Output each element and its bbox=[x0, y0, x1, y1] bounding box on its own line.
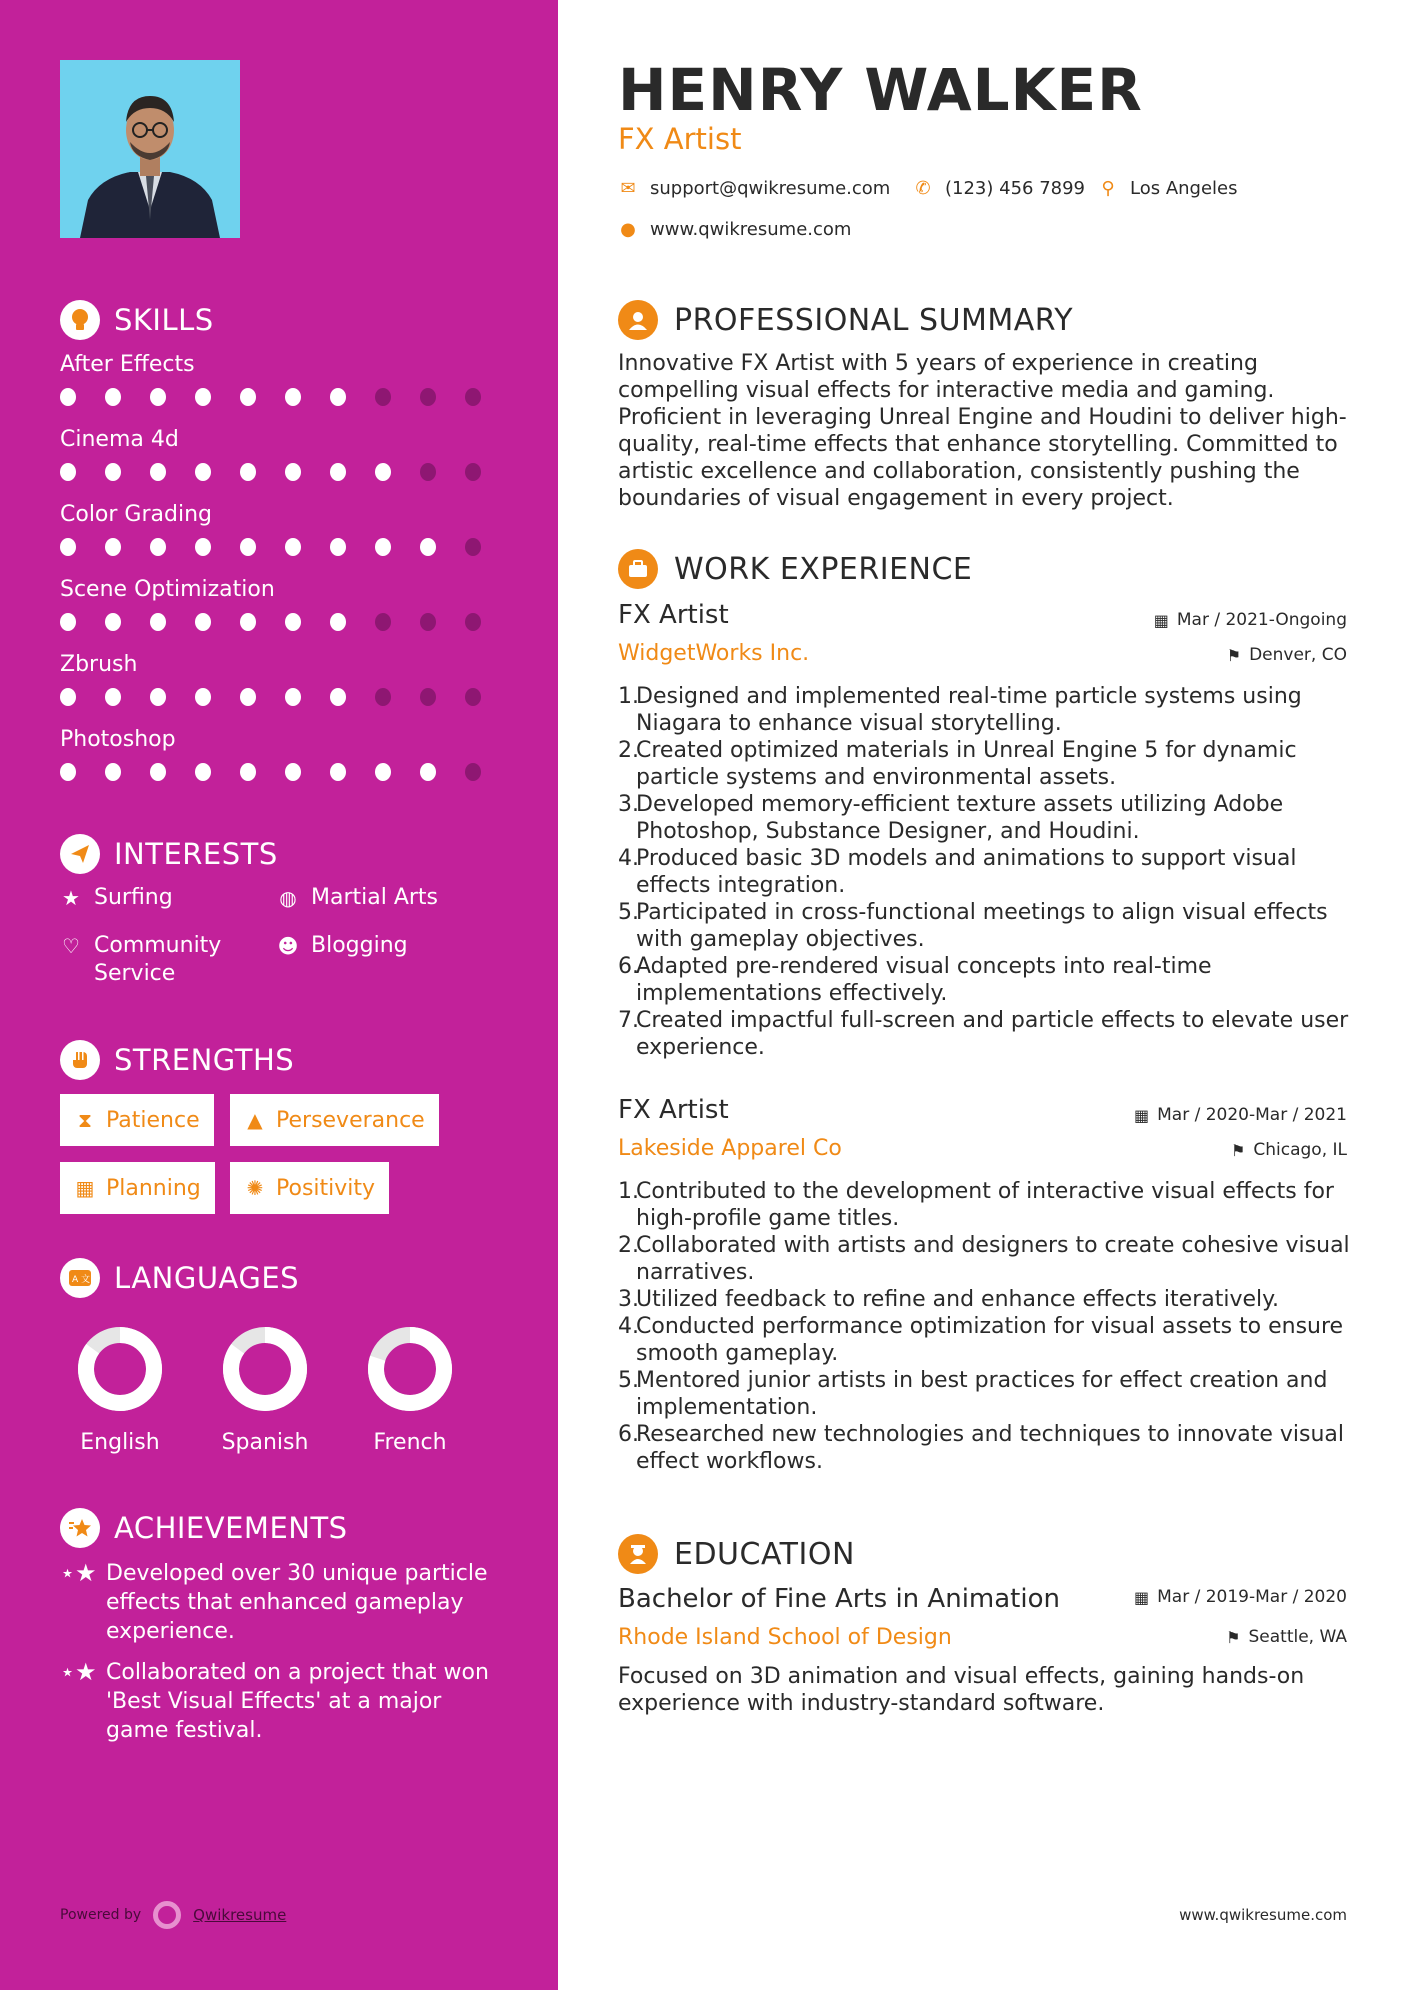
skill-dot bbox=[465, 538, 481, 556]
skill-dot bbox=[150, 388, 166, 406]
calendar-icon: ▦ bbox=[75, 1176, 95, 1200]
skill-item bbox=[60, 350, 510, 406]
interest-item bbox=[60, 932, 260, 988]
skill-dot bbox=[60, 538, 76, 556]
skill-dot bbox=[285, 463, 301, 481]
contact-location bbox=[1098, 178, 1238, 199]
achievements-title: ACHIEVEMENTS bbox=[114, 1511, 348, 1545]
skill-dot bbox=[60, 688, 76, 706]
experience-heading bbox=[618, 549, 972, 589]
interests-heading bbox=[60, 834, 278, 874]
pin-icon: ⚑ bbox=[1231, 1140, 1246, 1160]
pin-icon: ⚑ bbox=[1226, 1627, 1241, 1647]
strength-chip bbox=[60, 1162, 215, 1214]
duty-item: Adapted pre-rendered visual concepts into real-time implementations effectively. bbox=[636, 954, 1212, 1006]
skill-dot bbox=[60, 388, 76, 406]
skill-dot bbox=[240, 463, 256, 481]
skill-dot bbox=[420, 763, 436, 781]
duty-item: Researched new technologies and techniques to innovate visual effect workflows. bbox=[636, 1422, 1344, 1474]
interest-label: Surfing bbox=[94, 885, 173, 910]
education-location-text: Seattle, WA bbox=[1248, 1627, 1347, 1647]
skill-dot bbox=[285, 688, 301, 706]
skill-dot bbox=[105, 763, 121, 781]
education-description: Focused on 3D animation and visual effects, gaining hands-on experience with industry-standard software. bbox=[618, 1664, 1305, 1716]
sidebar bbox=[0, 0, 558, 1990]
footer-url[interactable]: www.qwikresume.com bbox=[1179, 1906, 1347, 1924]
hand-icon: ♡ bbox=[62, 934, 80, 958]
interest-label: Blogging bbox=[311, 933, 408, 958]
summary-title: PROFESSIONAL SUMMARY bbox=[674, 302, 1074, 338]
skill-dot bbox=[465, 613, 481, 631]
powered-by bbox=[60, 1901, 286, 1929]
globe-icon: ● bbox=[620, 219, 636, 240]
skill-dot bbox=[195, 463, 211, 481]
strength-chip bbox=[230, 1094, 439, 1146]
skill-dot bbox=[60, 613, 76, 631]
skill-dot bbox=[375, 688, 391, 706]
language-name: French bbox=[373, 1430, 447, 1455]
skill-dot bbox=[150, 463, 166, 481]
duty-item: Collaborated with artists and designers to create cohesive visual narratives. bbox=[636, 1233, 1350, 1285]
languages-title: LANGUAGES bbox=[114, 1261, 300, 1295]
duty-item: Designed and implemented real-time particle systems using Niagara to enhance visual storytelling. bbox=[636, 684, 1302, 736]
job-dates bbox=[1134, 1105, 1347, 1125]
skill-dot bbox=[195, 613, 211, 631]
skill-rating bbox=[60, 688, 510, 706]
skill-dot bbox=[60, 763, 76, 781]
fist-icon bbox=[60, 1040, 100, 1080]
skill-dot bbox=[240, 763, 256, 781]
interest-item bbox=[60, 884, 173, 912]
job-location-text: Denver, CO bbox=[1249, 645, 1347, 665]
interest-label: Martial Arts bbox=[311, 885, 439, 910]
duty-item: Developed memory-efficient texture assets utilizing Adobe Photoshop, Substance Designer, and Houdini. bbox=[636, 792, 1284, 844]
skill-dot bbox=[105, 613, 121, 631]
skill-dot bbox=[465, 688, 481, 706]
education-heading bbox=[618, 1534, 855, 1574]
skill-dot bbox=[375, 388, 391, 406]
job-location-text: Chicago, IL bbox=[1253, 1140, 1347, 1160]
paper-plane-icon bbox=[60, 834, 100, 874]
job-title: FX Artist bbox=[618, 1095, 729, 1125]
skill-dot bbox=[420, 688, 436, 706]
envelope-icon: ✉ bbox=[620, 178, 636, 199]
email-text: support@qwikresume.com bbox=[650, 178, 891, 199]
skill-rating bbox=[60, 763, 510, 781]
duty-item: Created optimized materials in Unreal Engine 5 for dynamic particle systems and environmental assets. bbox=[636, 738, 1297, 790]
language-icon bbox=[60, 1258, 100, 1298]
languages-heading bbox=[60, 1258, 299, 1298]
skill-dot bbox=[465, 463, 481, 481]
website-text: www.qwikresume.com bbox=[650, 219, 852, 240]
skill-dot bbox=[285, 763, 301, 781]
skill-item bbox=[60, 725, 510, 781]
qwikresume-logo-icon bbox=[153, 1901, 181, 1929]
skill-dot bbox=[330, 463, 346, 481]
skill-name: Photoshop bbox=[60, 727, 176, 752]
skill-dot bbox=[195, 763, 211, 781]
skill-dot bbox=[420, 613, 436, 631]
duty-item: Created impactful full-screen and particle effects to elevate user experience. bbox=[636, 1008, 1349, 1060]
skill-dot bbox=[105, 388, 121, 406]
skill-item bbox=[60, 575, 510, 631]
job-company: WidgetWorks Inc. bbox=[618, 641, 810, 666]
skill-dot bbox=[195, 538, 211, 556]
skill-dot bbox=[330, 688, 346, 706]
skill-dot bbox=[240, 613, 256, 631]
candidate-title: FX Artist bbox=[618, 122, 742, 156]
job-location bbox=[1231, 1140, 1347, 1160]
skill-item bbox=[60, 500, 510, 556]
star-icon: ★ bbox=[62, 886, 80, 910]
strengths-title: STRENGTHS bbox=[114, 1043, 295, 1077]
skills-title: SKILLS bbox=[114, 303, 214, 337]
contact-email[interactable] bbox=[618, 178, 890, 199]
strength-label: Positivity bbox=[276, 1175, 376, 1201]
strength-label: Patience bbox=[106, 1107, 200, 1133]
duty-item: Mentored junior artists in best practices for effect creation and implementation. bbox=[636, 1368, 1328, 1420]
pin-icon: ⚑ bbox=[1226, 645, 1242, 665]
map-marker-icon: ⚲ bbox=[1101, 178, 1115, 199]
skill-dot bbox=[285, 613, 301, 631]
shooting-star-icon: ⋆★ bbox=[60, 1559, 97, 1587]
job-dates-text: Mar / 2020-Mar / 2021 bbox=[1157, 1105, 1347, 1125]
skill-dot bbox=[150, 538, 166, 556]
job-dates-text: Mar / 2021-Ongoing bbox=[1176, 610, 1347, 630]
skill-dot bbox=[375, 613, 391, 631]
skill-name: Color Grading bbox=[60, 502, 212, 527]
language-name: Spanish bbox=[221, 1430, 309, 1455]
degree-title: Bachelor of Fine Arts in Animation bbox=[618, 1584, 1060, 1614]
briefcase-icon bbox=[618, 549, 658, 589]
achievement-item bbox=[60, 1559, 500, 1646]
skill-dot bbox=[375, 538, 391, 556]
shooting-star-icon bbox=[60, 1508, 100, 1548]
achievement-text: Collaborated on a project that won 'Best Visual Effects' at a major game festival. bbox=[106, 1660, 489, 1743]
language-item bbox=[200, 1324, 330, 1455]
summary-text: Innovative FX Artist with 5 years of experience in creating compelling visual effects for interactive media and gaming. Proficient in leveraging Unreal Engine and Houdini to deliver high-quality, real-time effects that enhance storytelling. Committed to artistic excellence and collaboration, consistently pushing the boundaries of visual engagement in every project. bbox=[618, 351, 1347, 511]
school-name: Rhode Island School of Design bbox=[618, 1625, 952, 1650]
svg-text:文: 文 bbox=[81, 1275, 91, 1285]
skill-dot bbox=[330, 538, 346, 556]
strength-chip bbox=[230, 1162, 389, 1214]
skill-dot bbox=[240, 538, 256, 556]
phone-icon: ✆ bbox=[915, 178, 931, 199]
language-name: English bbox=[80, 1430, 160, 1455]
skill-dot bbox=[465, 388, 481, 406]
skill-dot bbox=[150, 763, 166, 781]
skill-rating bbox=[60, 538, 510, 556]
job-duties bbox=[618, 683, 1358, 1061]
skill-dot bbox=[240, 688, 256, 706]
strength-chip bbox=[60, 1094, 214, 1146]
skill-dot bbox=[330, 613, 346, 631]
skill-dot bbox=[195, 688, 211, 706]
lightbulb-icon bbox=[60, 300, 100, 340]
job-company: Lakeside Apparel Co bbox=[618, 1136, 842, 1161]
interests-title: INTERESTS bbox=[114, 837, 278, 871]
skill-dot bbox=[240, 388, 256, 406]
job-dates bbox=[1154, 610, 1347, 630]
strength-label: Planning bbox=[106, 1175, 201, 1201]
interest-label: Community Service bbox=[94, 933, 222, 986]
skill-dot bbox=[60, 463, 76, 481]
skill-dot bbox=[420, 463, 436, 481]
strengths-heading bbox=[60, 1040, 294, 1080]
skill-rating bbox=[60, 388, 510, 406]
duty-item: Produced basic 3D models and animations to support visual effects integration. bbox=[636, 846, 1297, 898]
hourglass-icon: ⧗ bbox=[77, 1108, 93, 1132]
skill-rating bbox=[60, 463, 510, 481]
language-ring bbox=[75, 1324, 165, 1414]
education-dates-text: Mar / 2019-Mar / 2020 bbox=[1157, 1587, 1347, 1607]
language-ring bbox=[220, 1324, 310, 1414]
road-icon: ▲ bbox=[247, 1108, 263, 1132]
duty-item: Conducted performance optimization for visual assets to ensure smooth gameplay. bbox=[636, 1314, 1344, 1366]
skill-name: Zbrush bbox=[60, 652, 138, 677]
job-location bbox=[1227, 645, 1347, 665]
skill-dot bbox=[285, 388, 301, 406]
graduate-icon bbox=[618, 1534, 658, 1574]
skill-rating bbox=[60, 613, 510, 631]
profile-photo bbox=[60, 60, 240, 238]
skill-dot bbox=[375, 763, 391, 781]
duty-item: Participated in cross-functional meetings to align visual effects with gameplay objectives. bbox=[636, 900, 1328, 952]
strength-label: Perseverance bbox=[276, 1107, 425, 1133]
skill-dot bbox=[105, 463, 121, 481]
experience-title: WORK EXPERIENCE bbox=[674, 551, 973, 587]
duty-item: Utilized feedback to refine and enhance effects iteratively. bbox=[636, 1287, 1280, 1312]
calendar-icon: ▦ bbox=[1153, 610, 1169, 630]
skill-name: After Effects bbox=[60, 352, 195, 377]
contact-website[interactable] bbox=[618, 219, 851, 240]
location-text: Los Angeles bbox=[1130, 178, 1238, 199]
skill-dot bbox=[105, 688, 121, 706]
contact-phone[interactable] bbox=[913, 178, 1085, 199]
interest-item bbox=[277, 884, 438, 912]
users-icon: ☻ bbox=[277, 934, 299, 958]
skill-dot bbox=[420, 538, 436, 556]
language-item bbox=[345, 1324, 475, 1455]
achievements-heading bbox=[60, 1508, 348, 1548]
skill-item bbox=[60, 650, 510, 706]
calendar-icon: ▦ bbox=[1133, 1105, 1150, 1125]
candidate-name: HENRY WALKER bbox=[618, 56, 1143, 124]
globe-icon: ◍ bbox=[279, 886, 297, 910]
duty-item: Contributed to the development of interactive visual effects for high-profile game titles. bbox=[636, 1179, 1334, 1231]
skill-dot bbox=[330, 388, 346, 406]
skill-dot bbox=[195, 388, 211, 406]
job-duties bbox=[618, 1178, 1358, 1475]
education-location bbox=[1226, 1627, 1347, 1647]
summary-heading bbox=[618, 300, 1073, 340]
skill-dot bbox=[105, 538, 121, 556]
skill-dot bbox=[420, 388, 436, 406]
skill-dot bbox=[375, 463, 391, 481]
spinner-icon: ✺ bbox=[246, 1176, 264, 1200]
skill-name: Scene Optimization bbox=[60, 577, 275, 602]
skill-item bbox=[60, 425, 510, 481]
skill-dot bbox=[285, 538, 301, 556]
skill-dot bbox=[150, 688, 166, 706]
skill-dot bbox=[150, 613, 166, 631]
education-dates bbox=[1134, 1587, 1347, 1607]
language-item bbox=[55, 1324, 185, 1455]
skills-heading bbox=[60, 300, 214, 340]
phone-text: (123) 456 7899 bbox=[945, 178, 1086, 199]
achievement-item bbox=[60, 1658, 500, 1745]
skill-name: Cinema 4d bbox=[60, 427, 179, 452]
skill-dot bbox=[330, 763, 346, 781]
svg-text:A: A bbox=[72, 1275, 79, 1285]
language-ring bbox=[365, 1324, 455, 1414]
interest-item bbox=[277, 932, 408, 960]
calendar-icon: ▦ bbox=[1133, 1587, 1150, 1607]
powered-by-label: Powered by bbox=[60, 1907, 142, 1923]
main-content bbox=[558, 0, 1407, 1990]
shooting-star-icon: ⋆★ bbox=[60, 1658, 97, 1686]
skill-dot bbox=[465, 763, 481, 781]
education-title: EDUCATION bbox=[674, 1536, 855, 1572]
achievement-text: Developed over 30 unique particle effects that enhanced gameplay experience. bbox=[106, 1561, 488, 1644]
qwikresume-link[interactable]: Qwikresume bbox=[193, 1906, 287, 1924]
job-title: FX Artist bbox=[618, 600, 729, 630]
user-icon bbox=[618, 300, 658, 340]
